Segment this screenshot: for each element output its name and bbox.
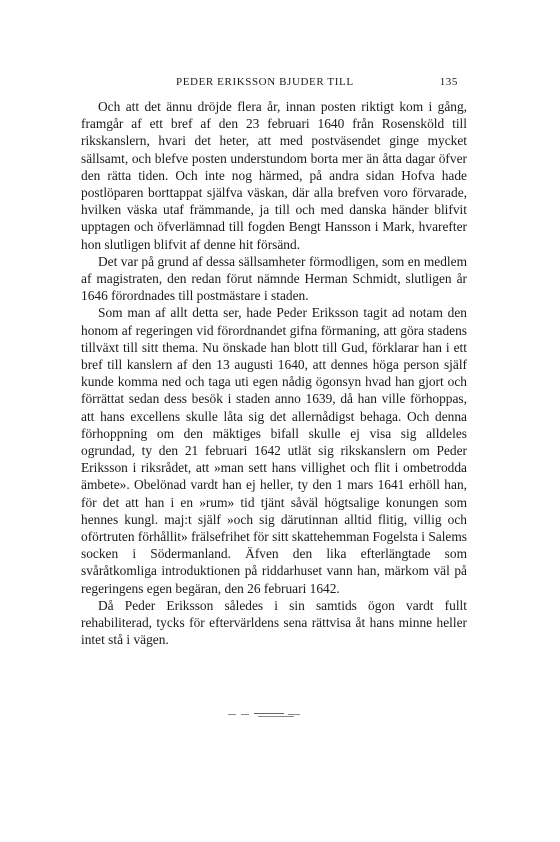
running-head: PEDER ERIKSSON BJUDER TILL — [176, 76, 354, 88]
page-header — [72, 76, 458, 92]
section-end-ornament — [228, 712, 328, 718]
paragraph: Och att det ännu dröjde flera år, innan posten riktigt kom i gång, framgår af ett bref af den 23 februari 1640 från Rosensköld till rikskanslern, hvari det heter, att med postväsendet ginge mycket sällsamt, och blefve posten understundom borta mer än åtta dagar öfver den rätta tiden. Och inte nog härmed, på andra sidan Hofva hade postlöparen borttappat själfva väskan, där alla brefven voro förvarade, hvilken väska utaf främmande, ja till och med danska händer blifvit upptagen och öfverlämnad till fogden Bengt Hansson i Mark, hvarefter hon slutligen blifvit af denne hit försänd. — [81, 99, 467, 252]
paragraph: Som man af allt detta ser, hade Peder Eriksson tagit ad notam den honom af regeringen vid förordnandet gifna förmaning, att göra stadens tillväxt till sitt thema. Nu önskade han blott till Gud, förklarar han i ett bref till kanslern af den 13 augusti 1640, att dennes höga person själf kunde komma ned och taga uti egen nådig ögonsyn hvad han gjort och förrättat sedan dess besök i staden anno 1639, då han ville förhoppas, att hans excellens skulle låta sig det allernådigst behaga. Och denna förhoppning om den mäktiges bifall skulle ej visa sig alldeles ogrundad, ty den 21 februari 1642 utlät sig rikskanslern om Peder Eriksson i riksrådet, att »man sett hans villighet och flit i ombetrodda ämbete». Obelönad vardt han ej heller, ty den 1 mars 1641 erhöll han, för det att han i en »rum» tid tjänt såväl högtsalige konungen som hennes kungl. maj:t själf »och sig därutinnan alltid flitig, villig och oförtruten förhållit» frälsefrihet för sitt skattehemman Fogelsta i Salems socken i Södermanland. Äfven den lika efterlängtade som svåråtkomliga introduktionen på riddarhuset vann han, märkom väl på regeringens egen begäran, den 26 februari 1642. — [81, 305, 467, 596]
paragraph: Det var på grund af dessa sällsamheter förmodligen, som en medlem af magistraten, den redan förut nämnde Herman Schmidt, slutligen år 1646 förordnades till postmästare i staden. — [81, 253, 467, 304]
body-text — [81, 98, 467, 649]
paragraph: Då Peder Eriksson således i sin samtids ögon vardt fullt rehabiliterad, tycks för eftervärldens sena rättvisa åt hans minne heller intet stå i vägen. — [81, 597, 467, 648]
page-number: 135 — [439, 76, 458, 88]
